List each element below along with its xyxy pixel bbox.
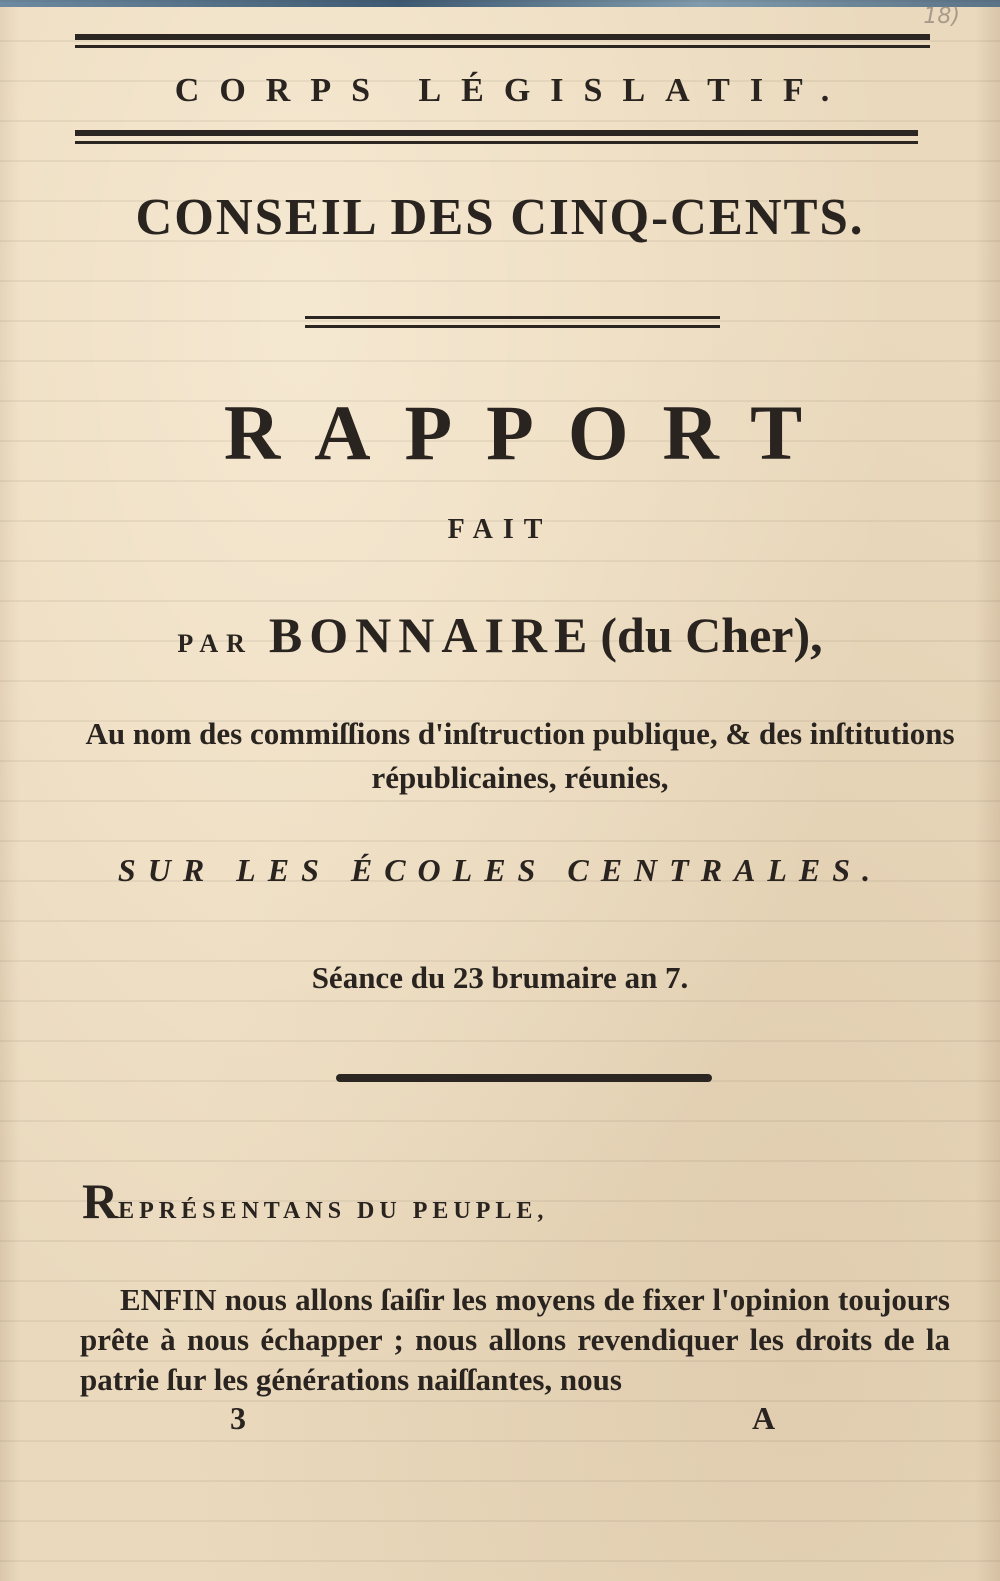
author-line bbox=[0, 606, 1000, 664]
par-label: PAR bbox=[177, 629, 253, 658]
salutation-initial: R bbox=[82, 1173, 119, 1229]
top-double-rule bbox=[75, 34, 930, 48]
salutation bbox=[82, 1172, 548, 1230]
header-double-rule bbox=[75, 130, 918, 144]
fait-label: FAIT bbox=[447, 514, 553, 545]
body-paragraph: ENFIN nous allons ſaiſir les moyens de fixer l'opinion toujours prête à nous échapper ; nous allons revendiquer les droits de la patrie ſur les générations naiſſantes, nous bbox=[80, 1282, 950, 1397]
signature-mark: A bbox=[752, 1400, 776, 1436]
corps-legislatif-heading: CORPS LÉGISLATIF. bbox=[174, 72, 850, 109]
salutation-text: EPRÉSENTANS DU PEUPLE, bbox=[118, 1198, 549, 1224]
page-number: 3 bbox=[230, 1400, 246, 1436]
rapport-title: RAPPORT bbox=[223, 389, 837, 476]
section-rule bbox=[336, 1074, 712, 1082]
ornamental-rule bbox=[305, 316, 720, 328]
session-date: Séance du 23 brumaire an 7. bbox=[311, 960, 689, 995]
author-name: BONNAIRE bbox=[268, 607, 595, 663]
author-note: (du Cher), bbox=[600, 607, 823, 663]
commission-statement: Au nom des commiſſions d'inſtruction publique, & des inſtitutions républicaines, réunies, bbox=[85, 716, 955, 795]
conseil-heading: CONSEIL DES CINQ-CENTS. bbox=[135, 189, 865, 246]
pencil-annotation: 18) bbox=[923, 4, 960, 29]
binding-strip bbox=[0, 0, 1000, 7]
subject-line: SUR LES ÉCOLES CENTRALES. bbox=[117, 852, 883, 888]
